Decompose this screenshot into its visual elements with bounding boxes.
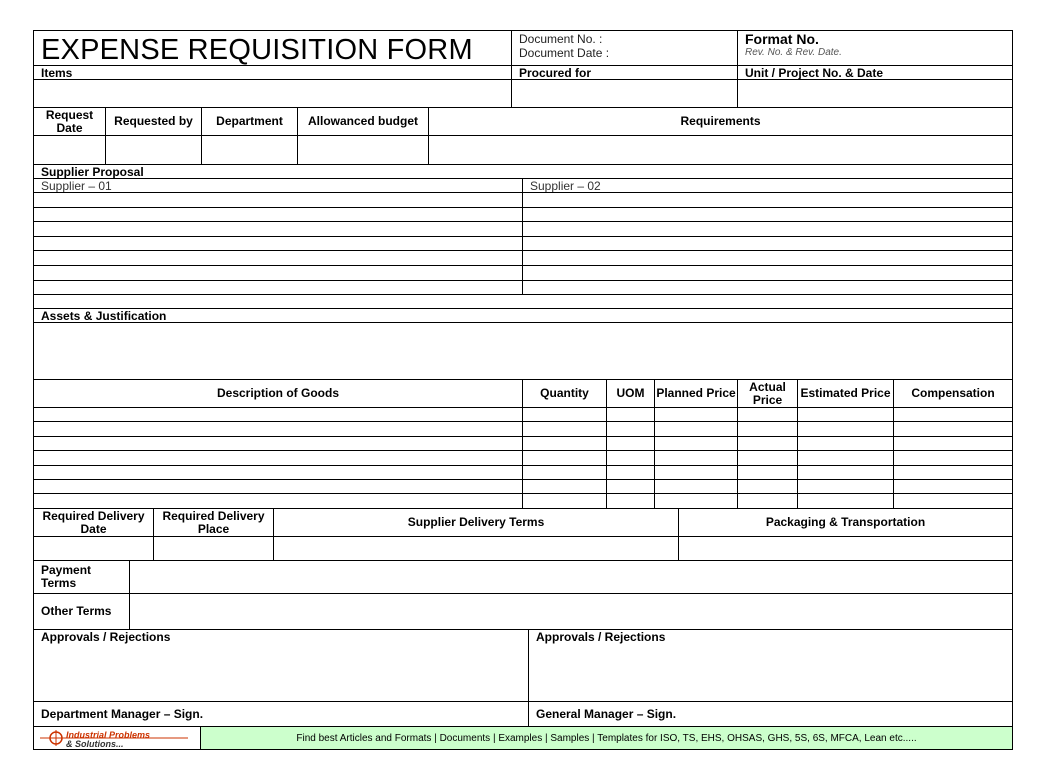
goods-estimated-price-cell[interactable]	[797, 493, 894, 508]
payment-terms-text: Payment Terms	[41, 563, 92, 590]
goods-uom-cell[interactable]	[606, 421, 655, 436]
items-field[interactable]	[33, 79, 512, 108]
supplier-1-label: Supplier – 01	[33, 178, 523, 193]
goods-actual-price-cell[interactable]	[737, 421, 798, 436]
required-delivery-date-header: Required Delivery Date	[33, 508, 154, 537]
goods-planned-price-cell[interactable]	[654, 407, 738, 422]
goods-estimated-price-cell[interactable]	[797, 436, 894, 451]
goods-planned-price-cell[interactable]	[654, 465, 738, 480]
document-no-label: Document No. :	[519, 32, 603, 46]
supplier-1-row[interactable]	[33, 280, 523, 296]
supplier-2-label: Supplier – 02	[522, 178, 1013, 193]
other-terms-label: Other Terms	[33, 593, 130, 630]
goods-col-compensation: Compensation	[893, 379, 1013, 408]
supplier-1-row[interactable]	[33, 265, 523, 281]
goods-compensation-cell[interactable]	[893, 421, 1013, 436]
supplier-proposal-label: Supplier Proposal	[33, 164, 1013, 179]
goods-compensation-cell[interactable]	[893, 465, 1013, 480]
other-terms-field[interactable]	[129, 593, 1013, 630]
department-header: Department	[201, 107, 298, 136]
goods-uom-cell[interactable]	[606, 450, 655, 465]
supplier-2-row[interactable]	[522, 280, 1013, 296]
required-delivery-place-field[interactable]	[153, 536, 274, 561]
goods-actual-price-cell[interactable]	[737, 407, 798, 422]
goods-description-cell[interactable]	[33, 450, 523, 465]
allowanced-budget-field[interactable]	[297, 135, 429, 165]
unit-project-field[interactable]	[737, 79, 1013, 108]
packaging-transportation-header: Packaging & Transportation	[678, 508, 1013, 537]
goods-actual-price-cell[interactable]	[737, 436, 798, 451]
goods-quantity-cell[interactable]	[522, 407, 607, 422]
supplier-2-row[interactable]	[522, 236, 1013, 252]
goods-description-cell[interactable]	[33, 436, 523, 451]
rev-label: Rev. No. & Rev. Date.	[745, 47, 842, 58]
form-title: EXPENSE REQUISITION FORM	[33, 30, 512, 66]
goods-planned-price-cell[interactable]	[654, 479, 738, 494]
goods-col-actual-price: Actual Price	[737, 379, 798, 408]
expense-requisition-form	[33, 30, 1013, 750]
goods-estimated-price-cell[interactable]	[797, 407, 894, 422]
goods-actual-price-cell[interactable]	[737, 493, 798, 508]
goods-quantity-cell[interactable]	[522, 493, 607, 508]
approvals-left[interactable]: Approvals / Rejections	[33, 629, 529, 702]
goods-compensation-cell[interactable]	[893, 450, 1013, 465]
document-date-label: Document Date :	[519, 46, 610, 60]
goods-planned-price-cell[interactable]	[654, 493, 738, 508]
goods-compensation-cell[interactable]	[893, 407, 1013, 422]
company-logo	[33, 726, 201, 750]
goods-compensation-cell[interactable]	[893, 493, 1013, 508]
goods-planned-price-cell[interactable]	[654, 421, 738, 436]
goods-quantity-cell[interactable]	[522, 465, 607, 480]
items-label: Items	[33, 65, 512, 80]
goods-uom-cell[interactable]	[606, 436, 655, 451]
requested-by-header: Requested by	[105, 107, 202, 136]
logo-line-2: & Solutions...	[66, 739, 124, 749]
required-delivery-place-header: Required Delivery Place	[153, 508, 274, 537]
goods-planned-price-cell[interactable]	[654, 450, 738, 465]
department-field[interactable]	[201, 135, 298, 165]
supplier-delivery-terms-header: Supplier Delivery Terms	[273, 508, 679, 537]
goods-actual-price-cell[interactable]	[737, 465, 798, 480]
format-info	[737, 30, 1013, 66]
unit-project-label: Unit / Project No. & Date	[737, 65, 1013, 80]
payment-terms-field[interactable]	[129, 560, 1013, 594]
requested-by-field[interactable]	[105, 135, 202, 165]
packaging-transportation-field[interactable]	[678, 536, 1013, 561]
approvals-right[interactable]: Approvals / Rejections	[528, 629, 1013, 702]
goods-uom-cell[interactable]	[606, 479, 655, 494]
goods-description-cell[interactable]	[33, 465, 523, 480]
requirements-field[interactable]	[428, 135, 1013, 165]
supplier-1-row[interactable]	[33, 250, 523, 266]
goods-uom-cell[interactable]	[606, 407, 655, 422]
assets-justification-label: Assets & Justification	[33, 308, 1013, 323]
assets-justification-field[interactable]	[33, 322, 1013, 380]
goods-estimated-price-cell[interactable]	[797, 465, 894, 480]
supplier-1-row[interactable]	[33, 207, 523, 223]
requirements-header: Requirements	[428, 107, 1013, 136]
goods-planned-price-cell[interactable]	[654, 436, 738, 451]
goods-estimated-price-cell[interactable]	[797, 450, 894, 465]
procured-for-label: Procured for	[511, 65, 738, 80]
supplier-1-row[interactable]	[33, 192, 523, 208]
required-delivery-date-field[interactable]	[33, 536, 154, 561]
footer-banner[interactable]: Find best Articles and Formats | Documents | Examples | Samples | Templates for ISO, TS, EHS, OHSAS, GHS, 5S, 6S, MFCA, Lean etc.....	[200, 726, 1013, 750]
document-info	[511, 30, 738, 66]
goods-description-cell[interactable]	[33, 493, 523, 508]
allowanced-budget-header: Allowanced budget	[297, 107, 429, 136]
logo-line-1: Industrial Problems	[66, 730, 151, 740]
general-manager-sign[interactable]: General Manager – Sign.	[528, 701, 1013, 727]
goods-col-uom: UOM	[606, 379, 655, 408]
payment-terms-label	[33, 560, 130, 594]
supplier-delivery-terms-field[interactable]	[273, 536, 679, 561]
procured-for-field[interactable]	[511, 79, 738, 108]
logo-text	[66, 731, 150, 749]
supplier-2-row[interactable]	[522, 250, 1013, 266]
supplier-1-row[interactable]	[33, 236, 523, 252]
format-no-label: Format No.	[745, 31, 819, 47]
goods-uom-cell[interactable]	[606, 465, 655, 480]
dept-manager-sign[interactable]: Department Manager – Sign.	[33, 701, 529, 727]
goods-quantity-cell[interactable]	[522, 421, 607, 436]
goods-estimated-price-cell[interactable]	[797, 421, 894, 436]
goods-col-estimated-price: Estimated Price	[797, 379, 894, 408]
supplier-2-row[interactable]	[522, 192, 1013, 208]
supplier-1-row[interactable]	[33, 221, 523, 237]
goods-col-description: Description of Goods	[33, 379, 523, 408]
goods-col-quantity: Quantity	[522, 379, 607, 408]
request-date-field[interactable]	[33, 135, 106, 165]
supplier-2-row[interactable]	[522, 221, 1013, 237]
supplier-2-row[interactable]	[522, 265, 1013, 281]
goods-col-planned-price: Planned Price	[654, 379, 738, 408]
supplier-2-row[interactable]	[522, 207, 1013, 223]
goods-description-cell[interactable]	[33, 479, 523, 494]
supplier-spacer-row	[33, 294, 1013, 309]
goods-description-cell[interactable]	[33, 421, 523, 436]
goods-description-cell[interactable]	[33, 407, 523, 422]
goods-quantity-cell[interactable]	[522, 436, 607, 451]
goods-compensation-cell[interactable]	[893, 479, 1013, 494]
goods-actual-price-cell[interactable]	[737, 479, 798, 494]
goods-quantity-cell[interactable]	[522, 450, 607, 465]
goods-compensation-cell[interactable]	[893, 436, 1013, 451]
goods-quantity-cell[interactable]	[522, 479, 607, 494]
request-date-header: Request Date	[33, 107, 106, 136]
goods-actual-price-cell[interactable]	[737, 450, 798, 465]
goods-uom-cell[interactable]	[606, 493, 655, 508]
goods-estimated-price-cell[interactable]	[797, 479, 894, 494]
